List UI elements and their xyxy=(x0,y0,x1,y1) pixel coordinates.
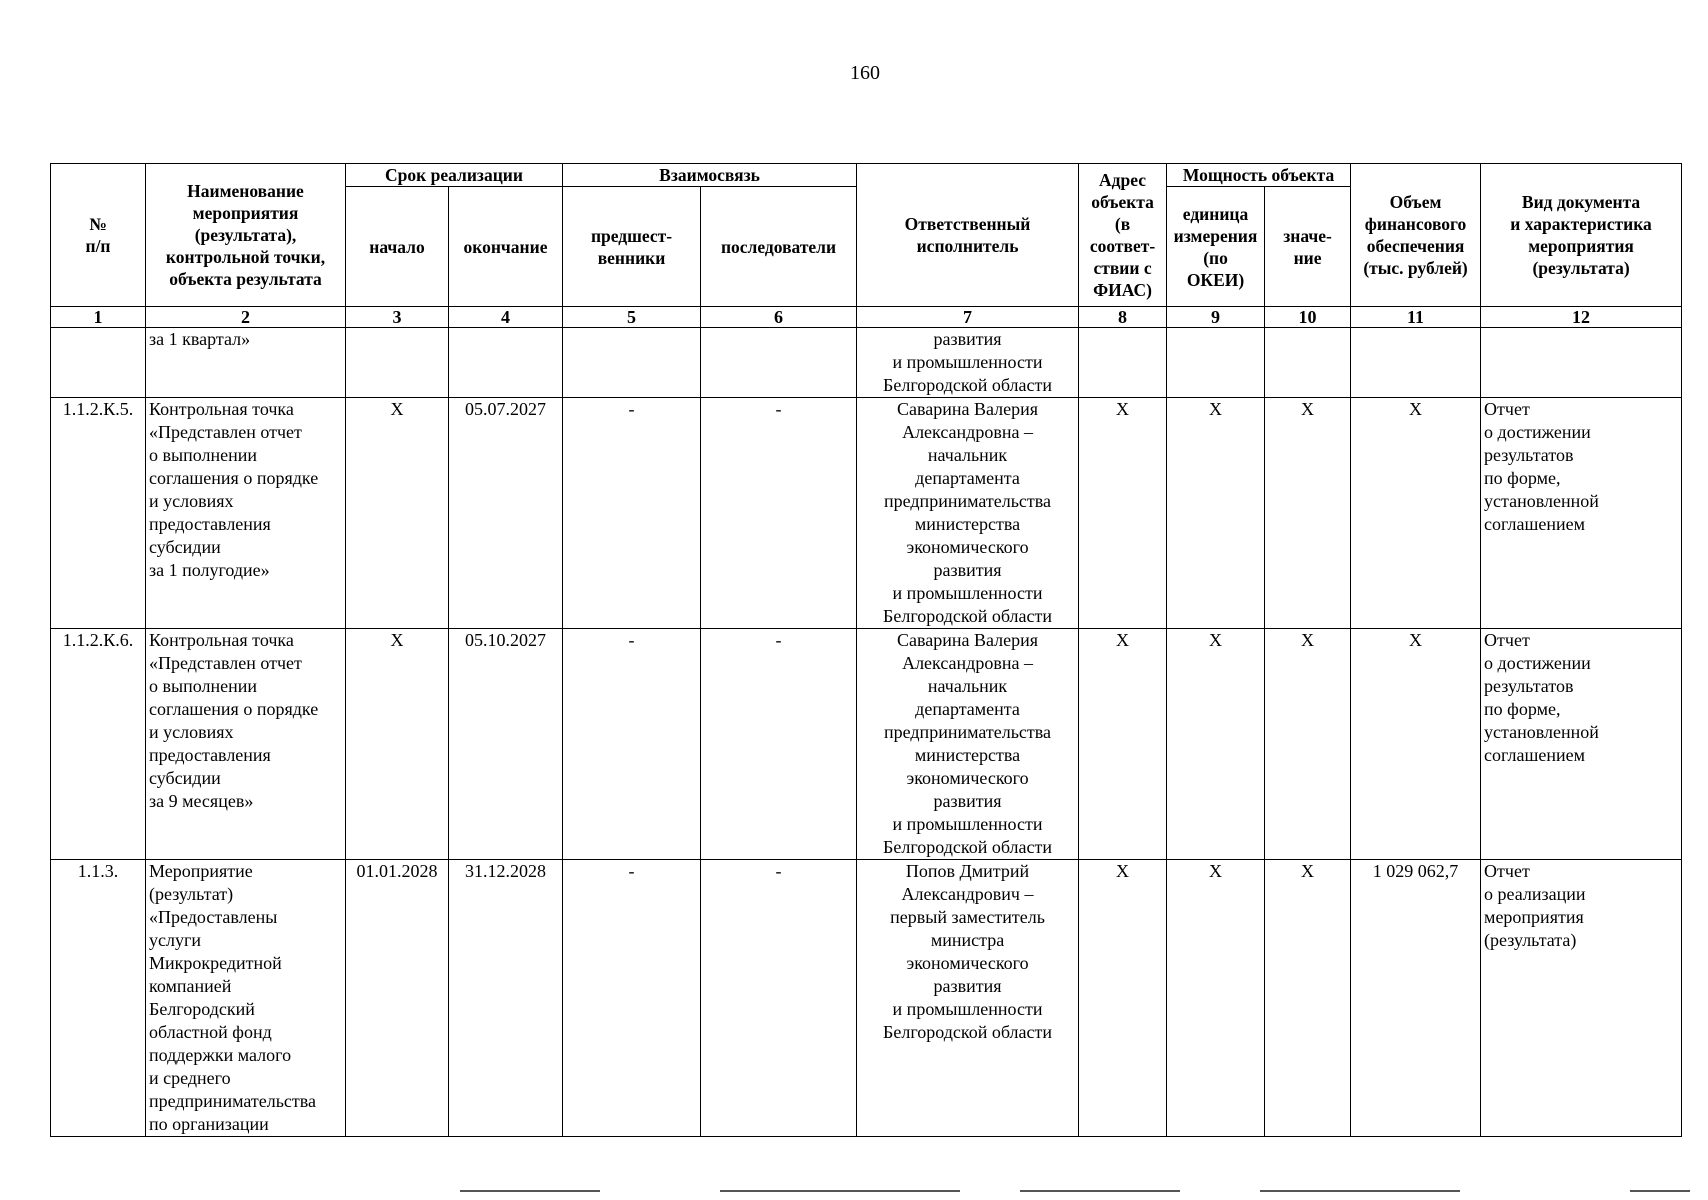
row-num xyxy=(51,328,146,398)
row-start: 01.01.2028 xyxy=(346,860,449,1137)
row-name: Контрольная точка «Представлен отчет о выполнении соглашения о порядке и условиях предоставления субсидии за 9 месяцев» xyxy=(146,629,346,860)
column-number: 3 xyxy=(346,307,449,328)
row-address: X xyxy=(1079,860,1167,1137)
row-num: 1.1.2.К.6. xyxy=(51,629,146,860)
row-address: X xyxy=(1079,398,1167,629)
footer-rule xyxy=(460,1190,600,1192)
header-term-group: Срок реализации xyxy=(346,164,563,187)
row-predecessors xyxy=(563,328,701,398)
row-predecessors: - xyxy=(563,398,701,629)
row-doc xyxy=(1481,328,1682,398)
column-number: 8 xyxy=(1079,307,1167,328)
row-start: X xyxy=(346,398,449,629)
row-num: 1.1.3. xyxy=(51,860,146,1137)
row-end xyxy=(449,328,563,398)
column-number: 1 xyxy=(51,307,146,328)
column-number: 7 xyxy=(857,307,1079,328)
row-value: X xyxy=(1265,860,1351,1137)
row-finance: X xyxy=(1351,629,1481,860)
row-value: X xyxy=(1265,398,1351,629)
row-name: Контрольная точка «Представлен отчет о выполнении соглашения о порядке и условиях предоставления субсидии за 1 полугодие» xyxy=(146,398,346,629)
row-address: X xyxy=(1079,629,1167,860)
column-number: 11 xyxy=(1351,307,1481,328)
row-predecessors: - xyxy=(563,629,701,860)
header-finance: Объем финансового обеспечения (тыс. рублей) xyxy=(1351,164,1481,307)
row-value: X xyxy=(1265,629,1351,860)
row-unit xyxy=(1167,328,1265,398)
header-capacity-group: Мощность объекта xyxy=(1167,164,1351,187)
row-finance: X xyxy=(1351,398,1481,629)
row-num: 1.1.2.К.5. xyxy=(51,398,146,629)
row-responsible: Саварина Валерия Александровна – начальник департамента предпринимательства министерства экономического развития и промышленности Белгородской области xyxy=(857,398,1079,629)
column-number: 6 xyxy=(701,307,857,328)
header-num: № п/п xyxy=(51,164,146,307)
row-responsible: Саварина Валерия Александровна – начальник департамента предпринимательства министерства экономического развития и промышленности Белгородской области xyxy=(857,629,1079,860)
row-end: 05.07.2027 xyxy=(449,398,563,629)
header-address: Адрес объекта (в соответ- ствии с ФИАС) xyxy=(1079,164,1167,307)
column-number: 12 xyxy=(1481,307,1682,328)
row-start xyxy=(346,328,449,398)
row-doc: Отчет о достижении результатов по форме, установленной соглашением xyxy=(1481,398,1682,629)
column-number: 9 xyxy=(1167,307,1265,328)
row-name: Мероприятие (результат) «Предоставлены услуги Микрокредитной компанией Белгородский областной фонд поддержки малого и среднего предпринимательства по организации xyxy=(146,860,346,1137)
row-responsible: развития и промышленности Белгородской области xyxy=(857,328,1079,398)
table-row xyxy=(51,629,1682,860)
table-row xyxy=(51,328,1682,398)
header-end: окончание xyxy=(449,187,563,307)
row-unit: X xyxy=(1167,629,1265,860)
footer-rule xyxy=(720,1190,960,1192)
row-predecessors: - xyxy=(563,860,701,1137)
column-number: 4 xyxy=(449,307,563,328)
row-end: 31.12.2028 xyxy=(449,860,563,1137)
row-start: X xyxy=(346,629,449,860)
header-link-group: Взаимосвязь xyxy=(563,164,857,187)
footer-rule xyxy=(1260,1190,1460,1192)
footer-rules xyxy=(0,1190,1708,1194)
column-numbers-row xyxy=(51,307,1682,328)
row-doc: Отчет о реализации мероприятия (результата) xyxy=(1481,860,1682,1137)
header-start: начало xyxy=(346,187,449,307)
row-responsible: Попов Дмитрий Александрович – первый заместитель министра экономического развития и промышленности Белгородской области xyxy=(857,860,1079,1137)
plan-table xyxy=(50,163,1682,1137)
row-end: 05.10.2027 xyxy=(449,629,563,860)
row-unit: X xyxy=(1167,860,1265,1137)
row-successors xyxy=(701,328,857,398)
row-doc: Отчет о достижении результатов по форме, установленной соглашением xyxy=(1481,629,1682,860)
page-number: 160 xyxy=(850,62,880,84)
row-unit: X xyxy=(1167,398,1265,629)
row-finance xyxy=(1351,328,1481,398)
row-value xyxy=(1265,328,1351,398)
row-successors: - xyxy=(701,860,857,1137)
column-number: 5 xyxy=(563,307,701,328)
header-doc: Вид документа и характеристика мероприятия (результата) xyxy=(1481,164,1682,307)
row-finance: 1 029 062,7 xyxy=(1351,860,1481,1137)
header-responsible: Ответственный исполнитель xyxy=(857,164,1079,307)
header-value: значе- ние xyxy=(1265,187,1351,307)
column-number: 10 xyxy=(1265,307,1351,328)
table-row xyxy=(51,398,1682,629)
row-name: за 1 квартал» xyxy=(146,328,346,398)
row-address xyxy=(1079,328,1167,398)
header-name: Наименование мероприятия (результата), контрольной точки, объекта результата xyxy=(146,164,346,307)
header-predecessors: предшест- венники xyxy=(563,187,701,307)
row-successors: - xyxy=(701,398,857,629)
column-number: 2 xyxy=(146,307,346,328)
header-row-1 xyxy=(51,164,1682,187)
footer-rule xyxy=(1020,1190,1180,1192)
table-row xyxy=(51,860,1682,1137)
header-unit: единица измерения (по ОКЕИ) xyxy=(1167,187,1265,307)
footer-rule xyxy=(1630,1190,1690,1192)
header-successors: последователи xyxy=(701,187,857,307)
row-successors: - xyxy=(701,629,857,860)
